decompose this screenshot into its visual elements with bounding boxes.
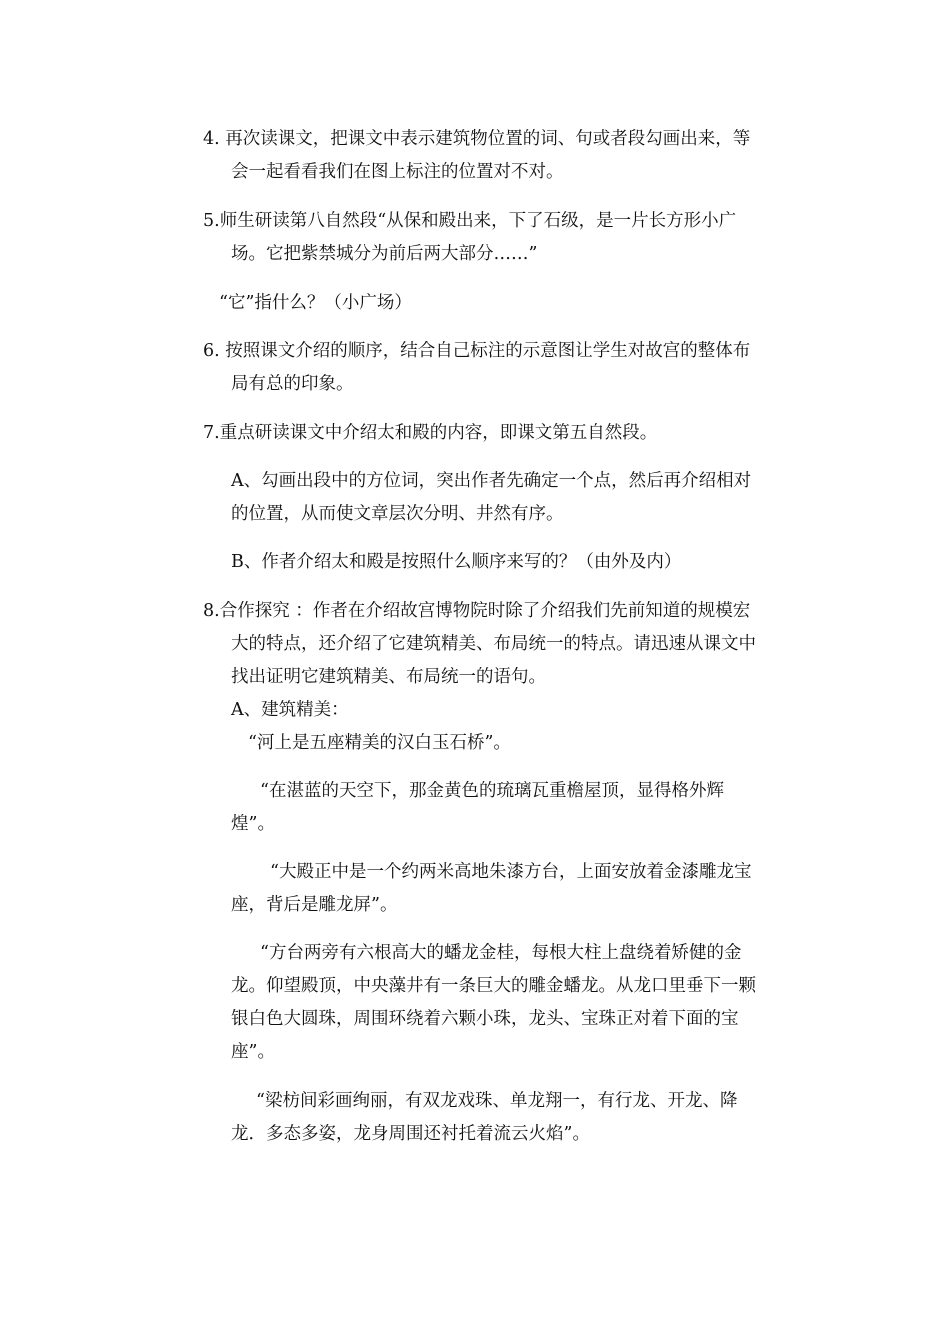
item-8-a-heading: A、建筑精美： <box>231 700 349 720</box>
item-7-a-line-1: A、勾画出段中的方位词，突出作者先确定一个点，然后再介绍相对 <box>231 471 752 491</box>
item-6-line-1: 6. 按照课文介绍的顺序，结合自己标注的示意图让学生对故宫的整体布 <box>203 341 751 361</box>
item-6-line-2: 局有总的印象。 <box>231 374 354 394</box>
item-5-line-1: 5.师生研读第八自然段“从保和殿出来，下了石级，是一片长方形小广 <box>203 211 737 231</box>
item-4-line-2: 会一起看看我们在图上标注的位置对不对。 <box>231 162 564 182</box>
quote-4-line-1: “方台两旁有六根高大的蟠龙金桂，每根大柱上盘绕着矫健的金 <box>260 943 742 963</box>
quote-2-line-1: “在湛蓝的天空下，那金黄色的琉璃瓦重檐屋顶，显得格外辉 <box>260 781 724 801</box>
quote-3-line-1: “大殿正中是一个约两米高地朱漆方台，上面安放着金漆雕龙宝 <box>270 862 752 882</box>
quote-3-line-2: 座，背后是雕龙屏”。 <box>231 895 398 915</box>
quote-4-line-2: 龙。仰望殿顶，中央藻井有一条巨大的雕金蟠龙。从龙口里垂下一颗 <box>231 976 756 996</box>
quote-1: “河上是五座精美的汉白玉石桥”。 <box>248 733 511 753</box>
item-8-line-2: 大的特点，还介绍了它建筑精美、布局统一的特点。请迅速从课文中 <box>231 634 756 654</box>
item-4-line-1: 4. 再次读课文，把课文中表示建筑物位置的词、句或者段勾画出来，等 <box>203 129 751 149</box>
item-7-b-line: B、作者介绍太和殿是按照什么顺序来写的？（由外及内） <box>231 552 682 572</box>
item-5-question: “它”指什么？（小广场） <box>219 293 412 313</box>
item-5-line-2: 场。它把紫禁城分为前后两大部分……” <box>231 244 538 264</box>
item-8-line-1: 8.合作探究 ：作者在介绍故宫博物院时除了介绍我们先前知道的规模宏 <box>203 601 751 621</box>
quote-2-line-2: 煌”。 <box>231 814 275 834</box>
item-8-line-3: 找出证明它建筑精美、布局统一的语句。 <box>231 667 546 687</box>
quote-5-line-2: 龙．多态多姿，龙身周围还衬托着流云火焰”。 <box>231 1124 590 1144</box>
item-7-a-line-2: 的位置，从而使文章层次分明、井然有序。 <box>231 504 564 524</box>
item-7-line-1: 7.重点研读课文中介绍太和殿的内容，即课文第五自然段。 <box>203 423 658 443</box>
quote-5-line-1: “梁枋间彩画绚丽，有双龙戏珠、单龙翔一，有行龙、开龙、降 <box>256 1091 738 1111</box>
quote-4-line-3: 银白色大圆珠，周围环绕着六颗小珠，龙头、宝珠正对着下面的宝 <box>231 1009 739 1029</box>
quote-4-line-4: 座”。 <box>231 1042 275 1062</box>
